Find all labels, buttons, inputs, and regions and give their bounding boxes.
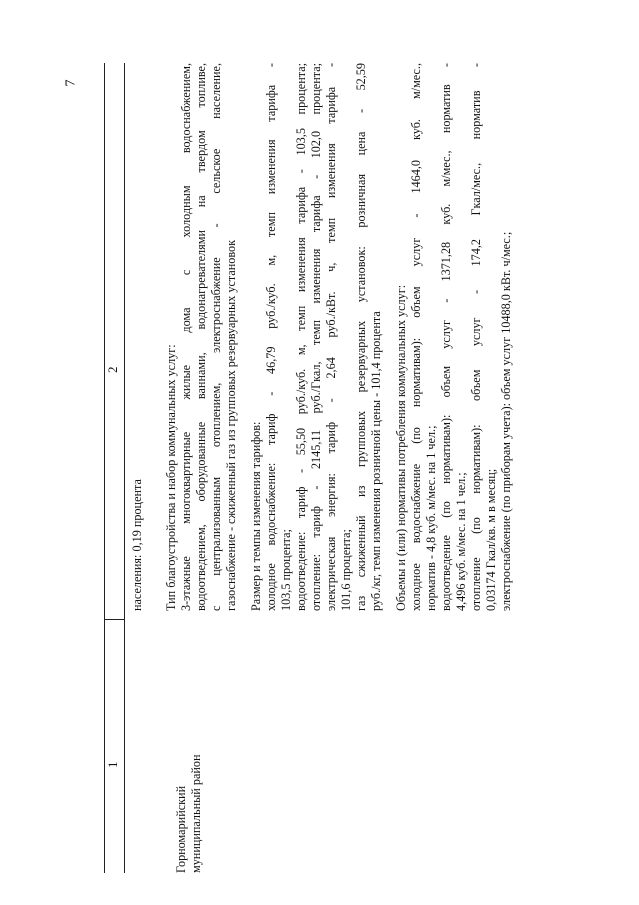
improvement-line: с централизованным отоплением, электроснабжение - сельское население, <box>209 63 223 611</box>
tariff-line: 101,6 процента; <box>339 529 353 611</box>
previous-row-tail: населения: 0,19 процента <box>130 479 144 611</box>
tariff-line: холодное водоснабжение: тариф - 46,79 руб./куб. м, темп изменения тарифа - <box>264 63 278 611</box>
volume-line: 0,03174 Гкал/кв. м в месяц; <box>484 468 498 611</box>
column-divider <box>104 619 124 620</box>
volumes-section <box>394 63 514 611</box>
page-number: 7 <box>63 79 79 87</box>
tariff-line: водоотведение: тариф - 55,50 руб./куб. м, темп изменения тарифа - 103,5 процента; <box>294 63 308 611</box>
volume-line: норматив - 4,8 куб. м/мес. на 1 чел.; <box>424 425 438 611</box>
tariff-line: 103,5 процента; <box>279 529 293 611</box>
municipality-line: муниципальный район <box>189 754 203 873</box>
spacer <box>145 63 164 611</box>
tariff-line: электрическая энергия: тариф - 2,64 руб./кВт. ч, темп изменения тарифа - <box>324 63 338 611</box>
table-header-row <box>104 63 125 873</box>
municipality-line: Горномарийский <box>174 785 188 873</box>
volume-line: электроснабжение (по приборам учета): объем услуг 10488,0 кВт. ч/мес.; <box>499 231 513 611</box>
description-cell <box>130 63 514 611</box>
tariff-line: газ сжиженный из групповых резервуарных установок: розничная цена - 52,59 <box>354 63 368 611</box>
spacer <box>239 63 249 611</box>
improvement-line: газоснабжение - сжиженный газ из групповых резервуарных установок <box>224 239 238 611</box>
volume-line: отопление (по нормативам): объем услуг - 174,2 Гкал/мес., норматив - <box>469 63 483 611</box>
volumes-title: Объемы и (или) нормативы потребления коммунальных услуг: <box>394 284 408 611</box>
header-col-2: 2 <box>105 366 120 373</box>
spacer <box>384 63 394 611</box>
header-col-1: 1 <box>105 761 120 768</box>
improvement-line: водоотведением, оборудованные ваннами, водонагревателями на твердом топливе, <box>194 63 208 611</box>
volume-line: холодное водоснабжение (по нормативам): объем услуг - 1464,0 куб. м/мес., <box>409 63 423 611</box>
improvement-line: 3-этажные многоквартирные жилые дома с холодным водоснабжением, <box>179 63 193 611</box>
tariff-line: отопление: тариф - 2145,11 руб./Гкал, темп изменения тарифа - 102,0 процента; <box>309 63 323 611</box>
volume-line: 4,496 куб. м/мес. на 1 чел.; <box>454 472 468 611</box>
tariff-line: руб./кг, темп изменения розничной цены - 101,4 процента <box>369 311 383 611</box>
tariffs-section <box>249 63 384 611</box>
municipality-cell <box>174 633 204 873</box>
tariff-table <box>104 63 614 873</box>
tariffs-title: Размер и темпы изменения тарифов: <box>249 421 263 611</box>
volume-line: водоотведение (по нормативам): объем услуг - 1371,28 куб. м/мес., норматив - <box>439 63 453 611</box>
improvement-section <box>164 63 239 611</box>
improvement-title: Тип благоустройства и набор коммунальных услуг: <box>164 344 178 611</box>
